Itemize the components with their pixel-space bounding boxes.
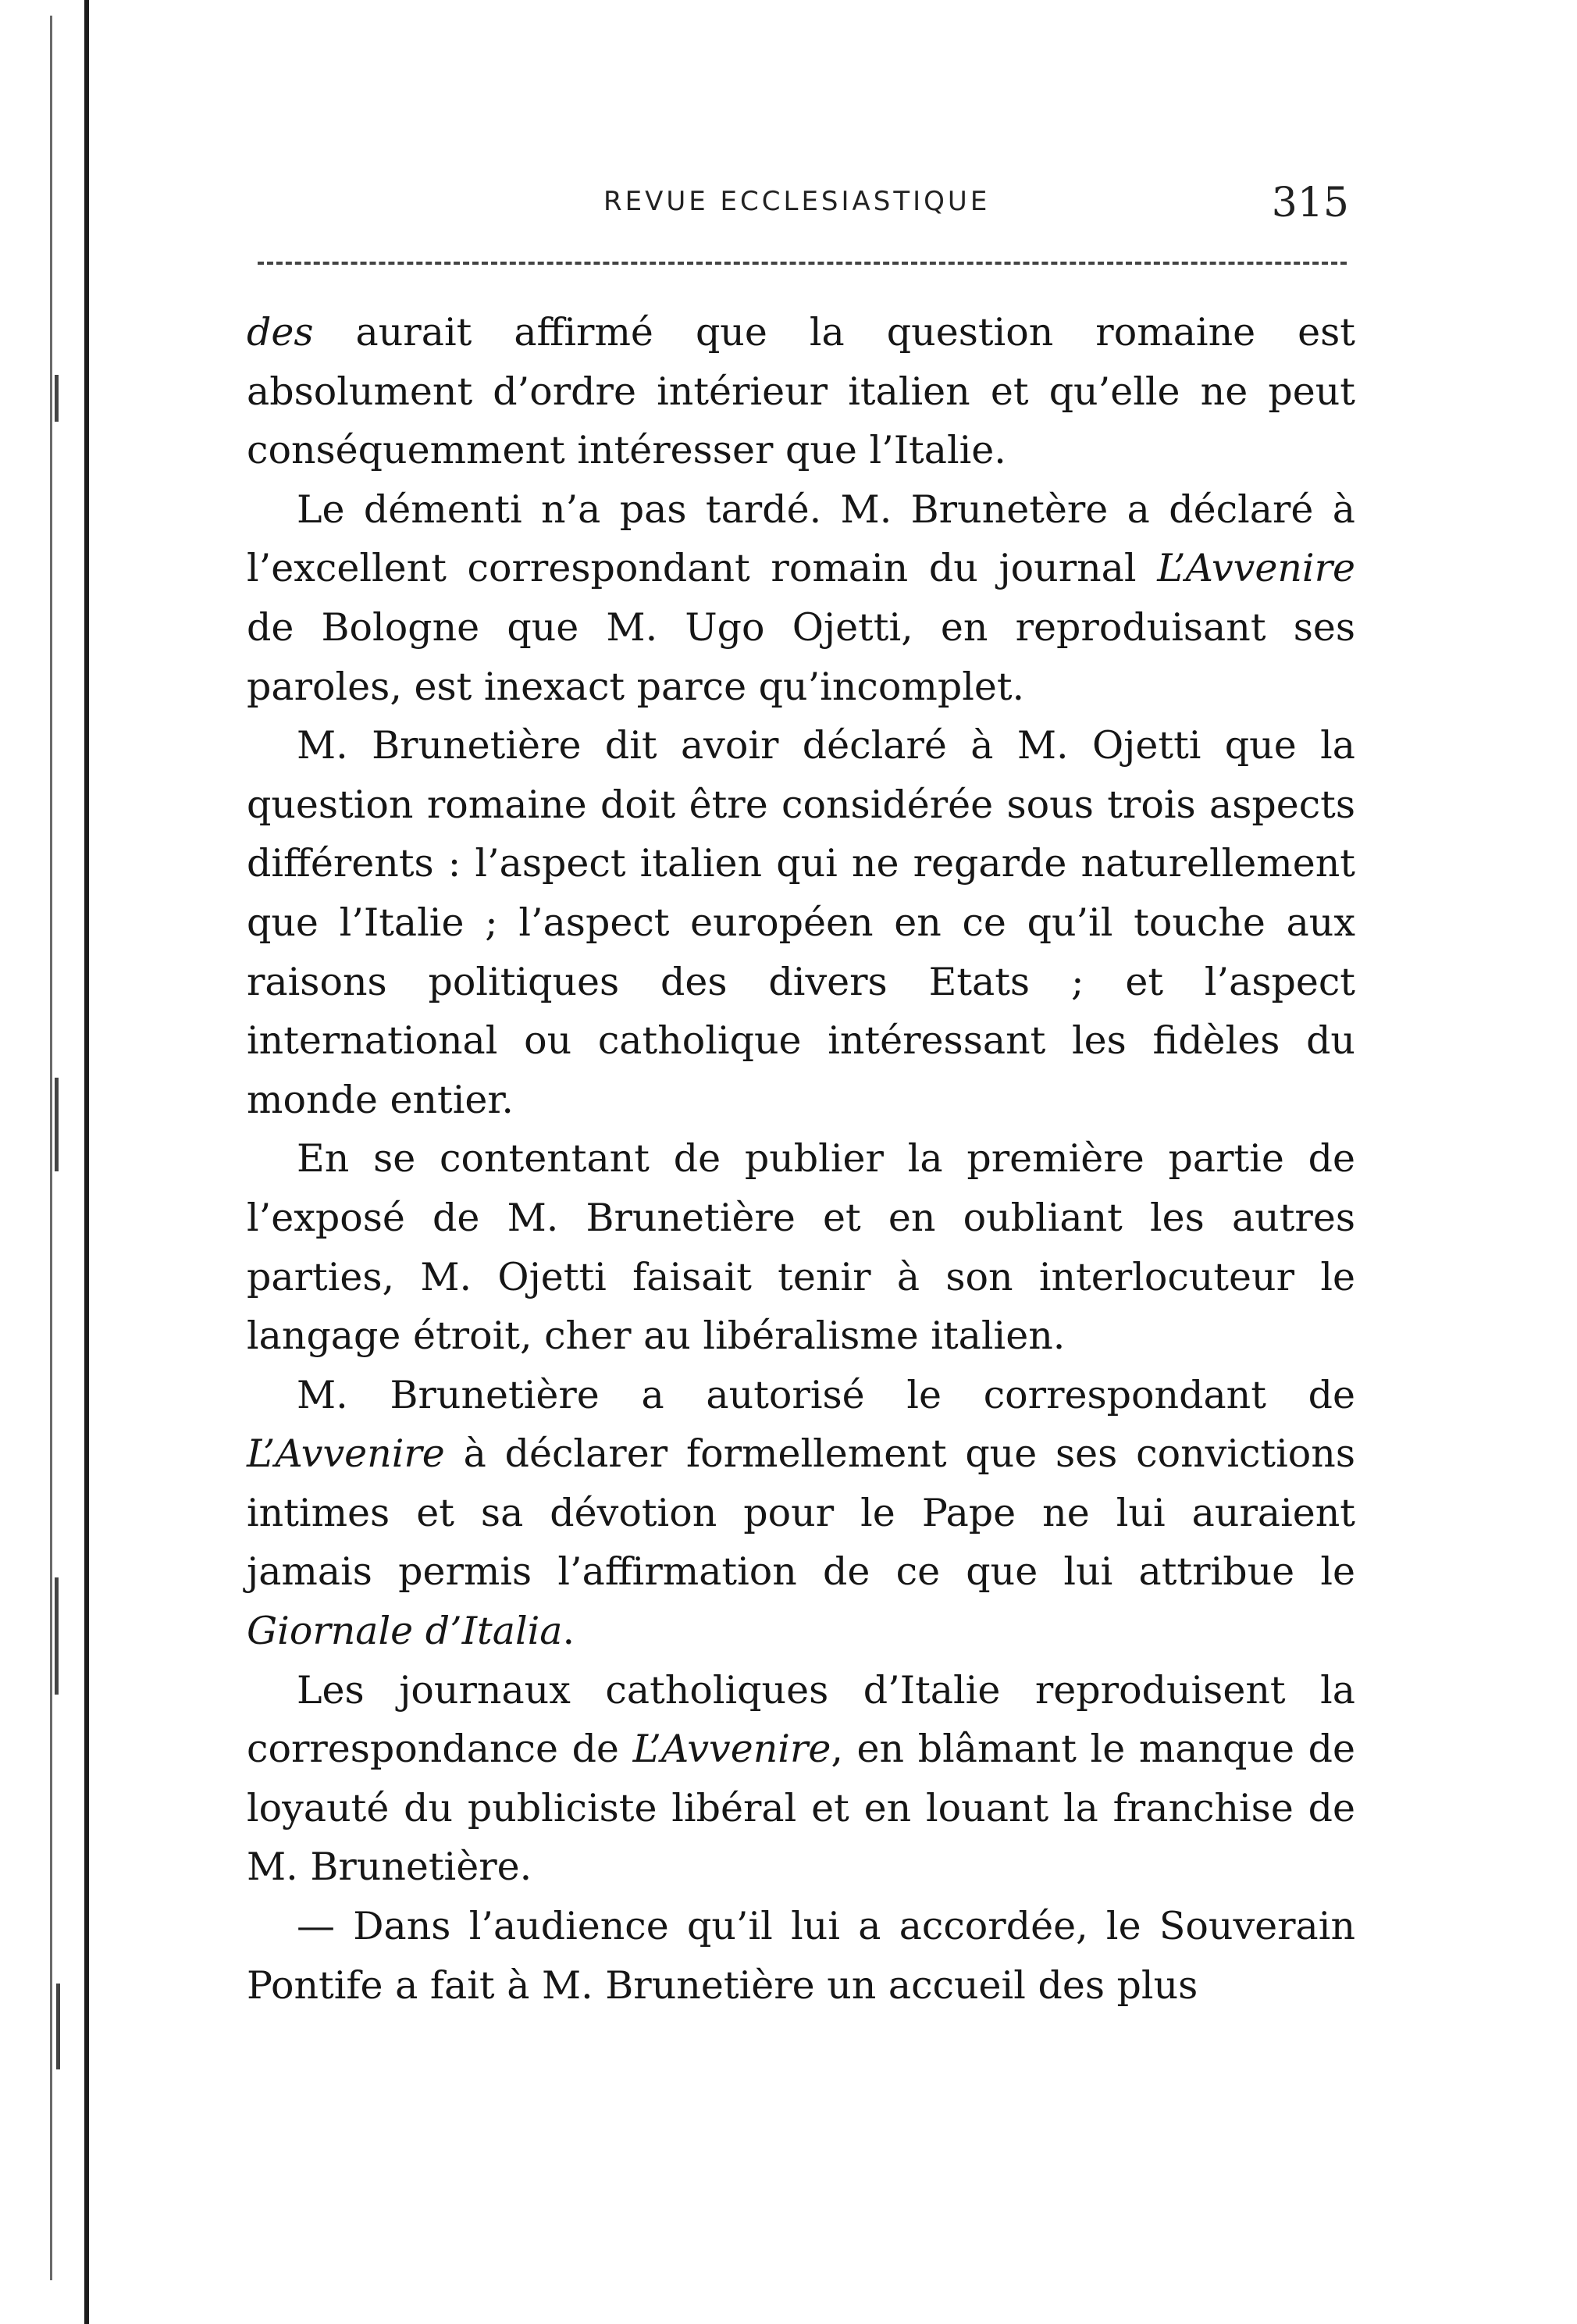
text-span: aurait affirmé que la question romaine est absolument d’ordre intérieur italien et qu’elle ne peut conséquemment intéresser que l’Italie. bbox=[247, 310, 1355, 473]
binding-mark bbox=[56, 1984, 60, 2069]
text-span: des bbox=[247, 310, 314, 355]
text-span: L’Avvenire bbox=[632, 1727, 831, 1772]
binding-edge-line-secondary bbox=[50, 16, 52, 2280]
header-rule bbox=[258, 262, 1347, 265]
running-header bbox=[248, 180, 1349, 233]
binding-mark bbox=[55, 375, 59, 422]
text-span: , en blâmant le manque de loyauté du publiciste libéral et en louant la franchise de M. Brunetière. bbox=[247, 1727, 1355, 1890]
text-span: de Bologne que M. Ugo Ojetti, en reproduisant ses paroles, est inexact parce qu’incomplet. bbox=[247, 604, 1355, 709]
paragraph bbox=[247, 1129, 1355, 1365]
paragraph bbox=[247, 1897, 1355, 2015]
text-span: à déclarer formellement que ses convictions intimes et sa dévotion pour le Pape ne lui auraient jamais permis l’affirmation de ce que lui attribue le bbox=[247, 1431, 1355, 1595]
body-text bbox=[247, 303, 1355, 2015]
journal-title: REVUE ECCLESIASTIQUE bbox=[603, 186, 991, 217]
paragraph bbox=[247, 1661, 1355, 1897]
page-number: 315 bbox=[1271, 180, 1349, 226]
paragraph bbox=[247, 1366, 1355, 1661]
text-span: L’Avvenire bbox=[1157, 546, 1355, 591]
text-span: — Dans l’audience qu’il lui a accordée, le Souverain Pontife a fait à M. Brunetière un accueil des plus bbox=[247, 1904, 1355, 2008]
paragraph bbox=[247, 480, 1355, 716]
paragraph bbox=[247, 303, 1355, 480]
text-span: M. Brunetière dit avoir déclaré à M. Ojetti que la question romaine doit être considérée sous trois aspects différents : l’aspect italien qui ne regarde naturellement que l’Italie ; l’aspect européen en ce qu’il touche aux raisons politiques des divers Etats ; et l’aspect international ou catholique intéressant les fidèles du monde entier. bbox=[247, 723, 1355, 1122]
text-span: . bbox=[562, 1609, 575, 1654]
text-span: M. Brunetière a autorisé le correspondant de bbox=[297, 1372, 1355, 1417]
binding-mark bbox=[55, 1078, 59, 1171]
text-span: En se contentant de publier la première partie de l’exposé de M. Brunetière et en oubliant les autres parties, M. Ojetti faisait tenir à son interlocuteur le langage étroit, cher au libéralisme italien. bbox=[247, 1136, 1355, 1359]
paragraph bbox=[247, 716, 1355, 1129]
binding-mark bbox=[55, 1577, 59, 1695]
text-span: L’Avvenire bbox=[247, 1431, 445, 1477]
text-span: Les journaux catholiques d’Italie reproduisent la correspondance de bbox=[247, 1667, 1355, 1772]
text-span: Giornale d’Italia bbox=[247, 1609, 563, 1654]
text-span: Le démenti n’a pas tardé. M. Brunetère a déclaré à l’excellent correspondant romain du journal bbox=[247, 487, 1355, 591]
binding-edge-line bbox=[84, 0, 89, 2324]
